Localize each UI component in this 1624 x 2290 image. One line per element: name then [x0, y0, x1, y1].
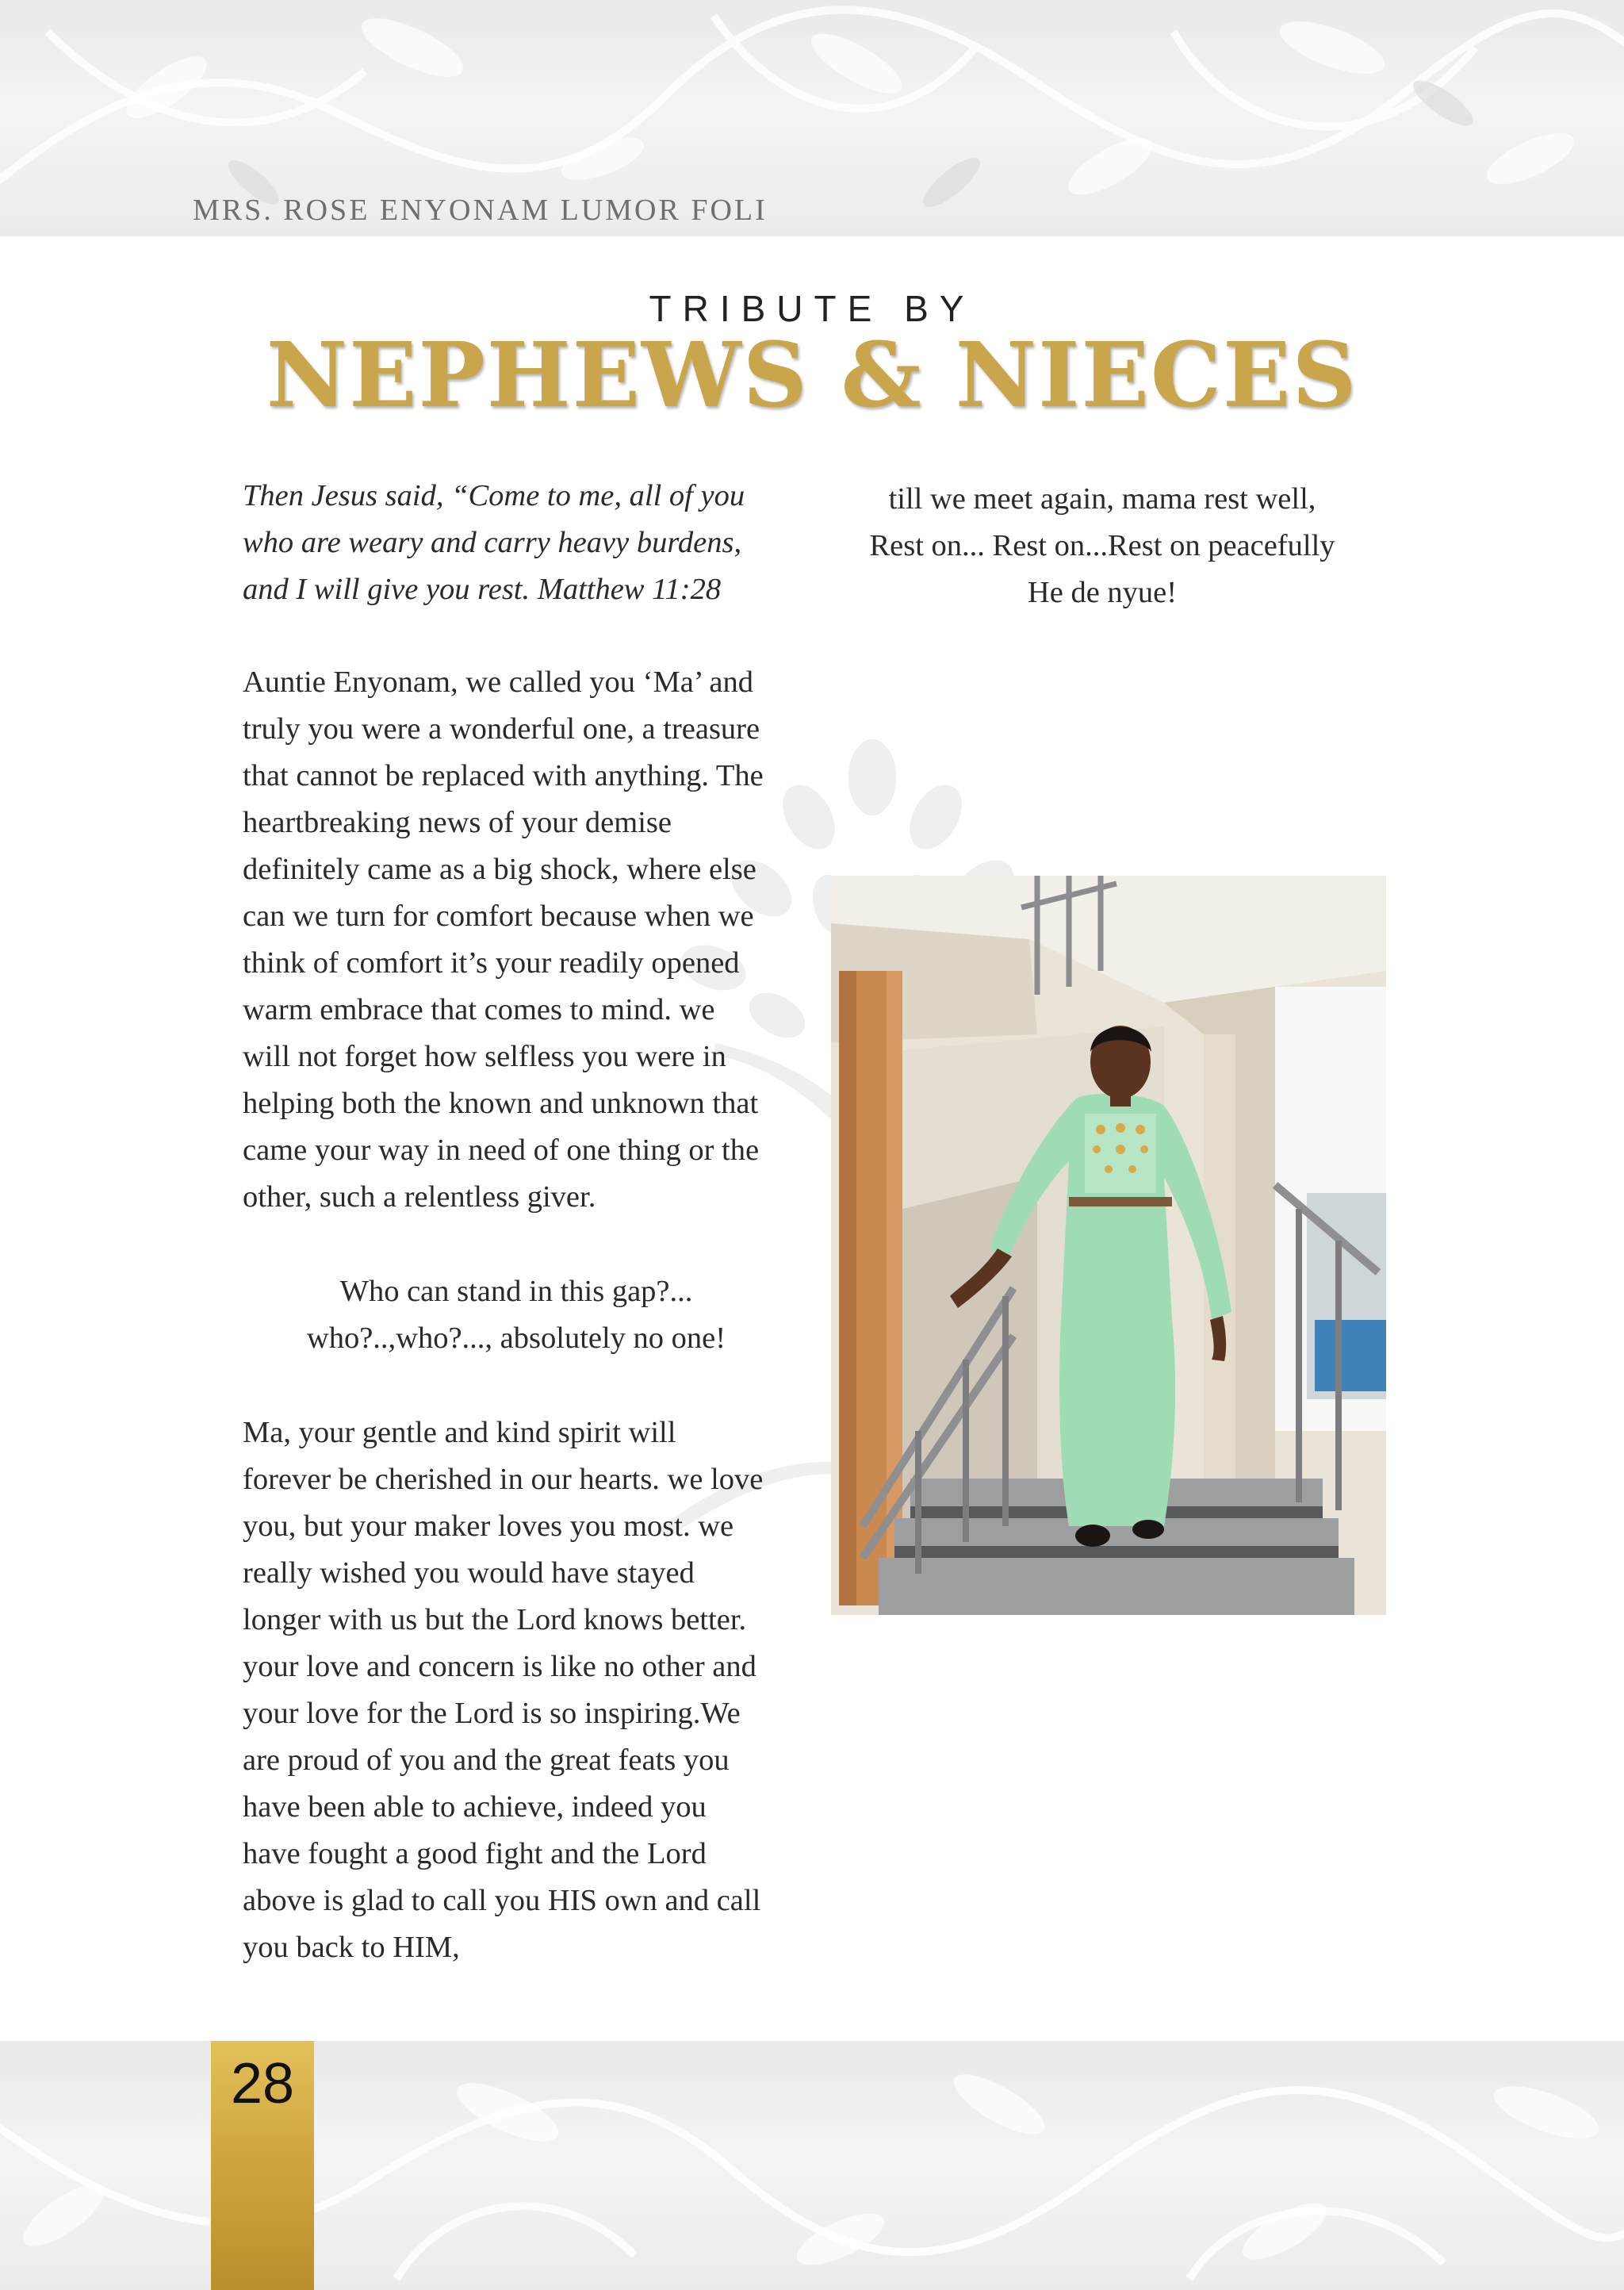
verse-line: who are weary and carry heavy burdens, [243, 526, 742, 559]
portrait-photo [831, 876, 1386, 1615]
text-line: came your way in need of one thing or the [243, 1133, 760, 1167]
scripture-verse [243, 473, 790, 613]
verse-line: and I will give you rest. Matthew 11:28 [243, 573, 722, 606]
tribute-left-column [243, 473, 790, 2019]
verse-line: Then Jesus said, “Come to me, all of you [243, 479, 745, 512]
text-line: Who can stand in this gap?... [339, 1275, 693, 1308]
text-line: other, such a relentless giver. [243, 1180, 596, 1214]
text-line: forever be cherished in our hearts. we love [243, 1463, 764, 1496]
text-line: helping both the known and unknown that [243, 1087, 759, 1120]
text-line: till we meet again, mama rest well, [888, 482, 1316, 516]
text-line: you, but your maker loves you most. we [243, 1509, 734, 1543]
text-line: that cannot be replaced with anything. The [243, 759, 764, 792]
text-line: have fought a good fight and the Lord [243, 1837, 707, 1870]
text-line: He de nyue! [1027, 576, 1178, 609]
title-eyebrow: TRIBUTE BY [649, 288, 975, 329]
running-head: MRS. ROSE ENYONAM LUMOR FOLI [193, 194, 768, 227]
rhetorical-question [243, 1268, 790, 1362]
text-line: who?..,who?..., absolutely no one! [306, 1321, 726, 1355]
text-line: can we turn for comfort because when we [243, 900, 754, 933]
page-number: 28 [230, 2052, 295, 2115]
text-line: definitely came as a big shock, where else [243, 853, 756, 886]
text-line: have been able to achieve, indeed you [243, 1790, 707, 1824]
text-line: think of comfort it’s your readily opened [243, 946, 740, 980]
text-line: Rest on... Rest on...Rest on peacefully [869, 529, 1335, 562]
text-line: really wished you would have stayed [243, 1556, 695, 1590]
text-line: your love for the Lord is so inspiring.We [243, 1697, 741, 1730]
text-line: longer with us but the Lord knows better. [243, 1603, 747, 1636]
text-line: your love and concern is like no other and [243, 1650, 756, 1683]
text-line: above is glad to call you HIS own and call [243, 1884, 761, 1917]
tribute-right-column [848, 476, 1356, 616]
text-line: you back to HIM, [243, 1931, 460, 1964]
text-line: truly you were a wonderful one, a treasure [243, 712, 760, 746]
text-line: Ma, your gentle and kind spirit will [243, 1416, 676, 1449]
text-line: Auntie Enyonam, we called you ‘Ma’ and [243, 666, 753, 699]
text-line: heartbreaking news of your demise [243, 806, 672, 839]
text-line: warm embrace that comes to mind. we [243, 993, 715, 1026]
tribute-paragraph-1 [243, 659, 790, 1221]
tribute-paragraph-2 [243, 1410, 790, 1971]
text-line: are proud of you and the great feats you [243, 1743, 730, 1777]
page-title: NEPHEWS & NIECES [266, 324, 1358, 428]
text-line: will not forget how selfless you were in [243, 1040, 726, 1073]
